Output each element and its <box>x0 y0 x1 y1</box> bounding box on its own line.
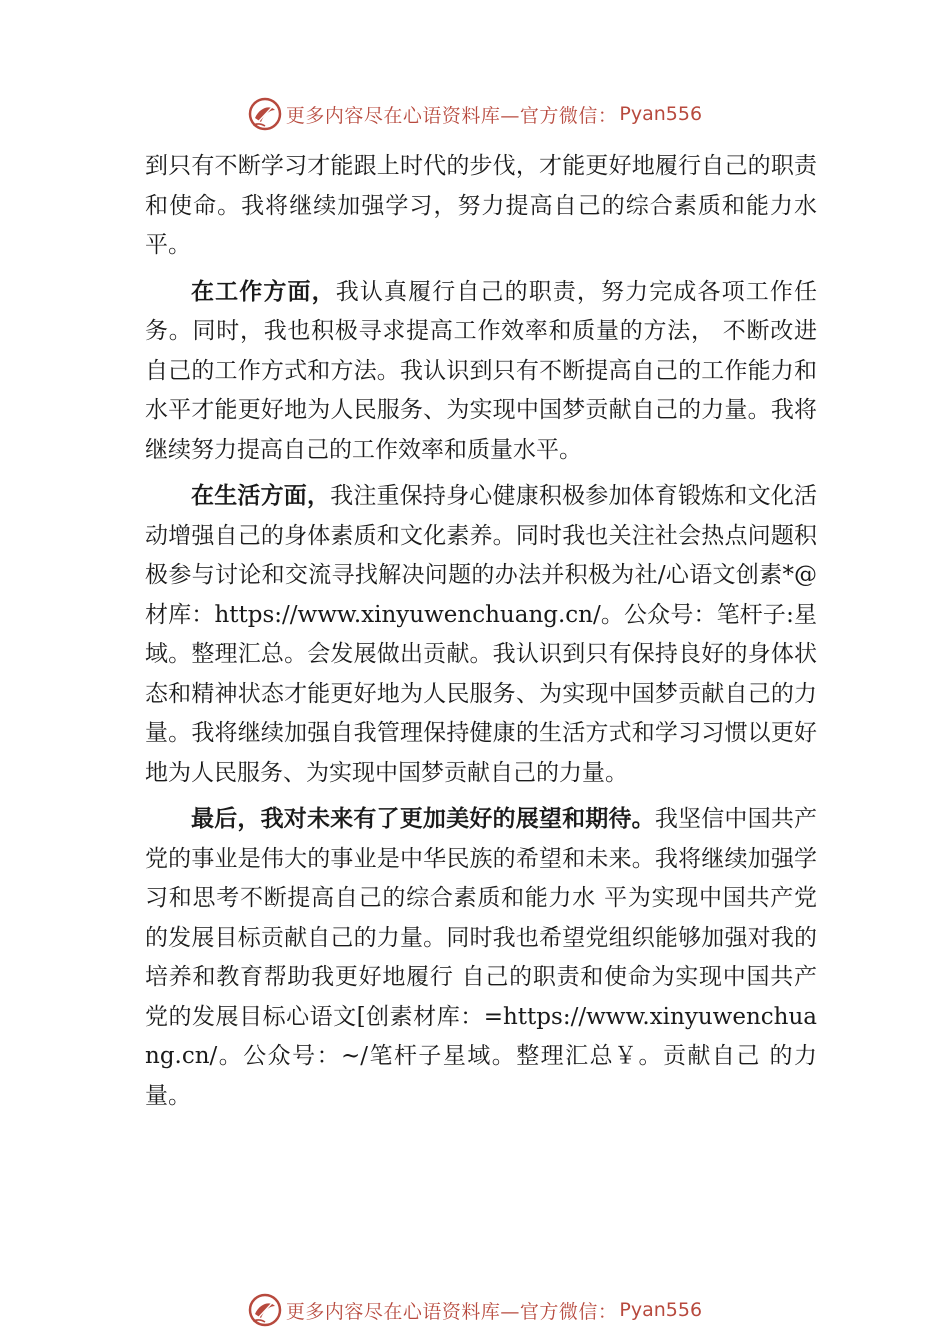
logo-icon <box>248 97 282 131</box>
header-banner <box>0 96 950 132</box>
paragraph-4-text: 我坚信中国共产党的事业是伟大的事业是中华民族的希望和未来。我将继续加强学习和思考不断提高自己的综合素质和能力水 平为实现中国共产党的发展目标贡献自己的力量。同时我也希望党组织能够加强对我的培养和教育帮助我更好地履行 自己的职责和使命为实现中国共产党的发展目标心语文[创素材库：=https://www.xinyuwenchuang.cn/。公众号：~/笔杆子星域。整理汇总￥。贡献自己 的力量。 <box>145 806 818 1109</box>
paragraph-1 <box>145 147 817 266</box>
footer-banner <box>0 1292 950 1328</box>
banner-handle: Pyan556 <box>619 1299 703 1321</box>
paragraph-3 <box>145 477 817 793</box>
paragraph-2-lead: 在工作方面， <box>191 278 336 305</box>
banner-text: 更多内容尽在心语资料库—官方微信： <box>285 104 618 127</box>
paragraph-4 <box>145 800 817 1116</box>
paragraph-1-text: 到只有不断学习才能跟上时代的步伐，才能更好地履行自己的职责和使命。我将继续加强学习，努力提高自己的综合素质和能力水平。 <box>145 153 817 258</box>
paragraph-2-text: 我认真履行自己的职责，努力完成各项工作任务。同时，我也积极寻求提高工作效率和质量的方法， 不断改进自己的工作方式和方法。我认识到只有不断提高自己的工作能力和水平才能更好地为人民服务、为实现中国梦贡献自己的力量。我将继续努力提高自己的工作效率和质量水平。 <box>145 278 818 463</box>
document-body <box>145 147 817 1116</box>
paragraph-4-lead: 最后，我对未来有了更加美好的展望和期待。 <box>191 806 655 832</box>
paragraph-3-lead: 在生活方面， <box>191 483 331 509</box>
banner-text: 更多内容尽在心语资料库—官方微信： <box>285 1300 618 1323</box>
paragraph-3-text: 我注重保持身心健康积极参加体育锻炼和文化活动增强自己的身体素质和文化素养。同时我也关注社会热点问题积极参与讨论和交流寻找解决问题的办法并积极为社/心语文创素*@材库：https://www.xinyuwenchuang.cn/。公众号：笔杆子:星域。整理汇总。会发展做出贡献。我认识到只有保持良好的身体状态和精神状态才能更好地为人民服务、为实现中国梦贡献自己的力量。我将继续加强自我管理保持健康的生活方式和学习习惯以更好地为人民服务、为实现中国梦贡献自己的力量。 <box>145 483 818 786</box>
banner-handle: Pyan556 <box>619 103 703 125</box>
logo-icon <box>248 1293 282 1327</box>
paragraph-2 <box>145 273 817 471</box>
